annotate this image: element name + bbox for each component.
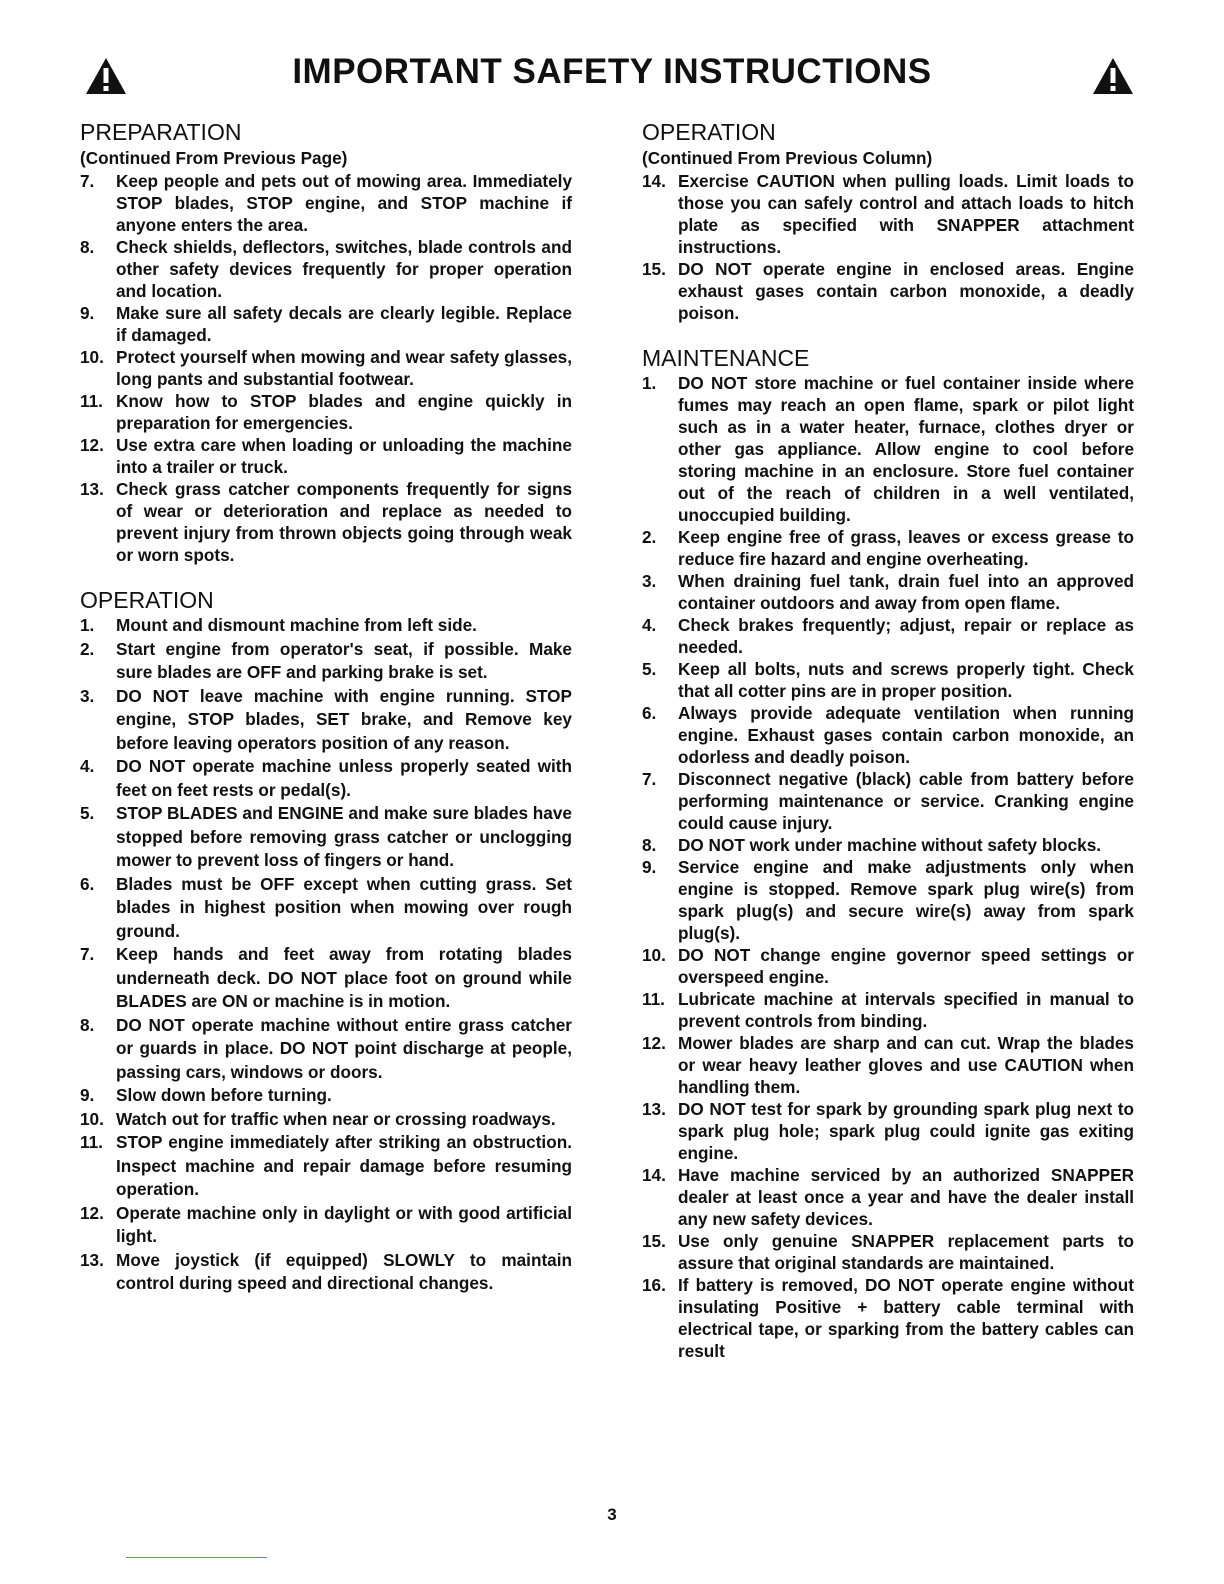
list-item (642, 526, 1134, 570)
list-item (642, 944, 1134, 988)
item-number: 10. (80, 347, 104, 367)
list-item (642, 570, 1134, 614)
item-text: Keep engine free of grass, leaves or excess grease to reduce fire hazard and engine overheating. (678, 527, 1134, 569)
item-text: Check shields, deflectors, switches, blade controls and other safety devices frequently for proper operation and location. (116, 237, 572, 301)
item-number: 11. (80, 391, 103, 411)
list-item (80, 802, 572, 873)
item-text: Protect yourself when mowing and wear safety glasses, long pants and substantial footwear. (116, 347, 572, 389)
list-item (80, 1084, 572, 1108)
list-item (642, 170, 1134, 258)
item-text: Keep all bolts, nuts and screws properly tight. Check that all cotter pins are in proper position. (678, 659, 1134, 701)
list-item (80, 236, 572, 302)
list-item (642, 988, 1134, 1032)
item-number: 14. (642, 171, 666, 191)
item-number: 10. (80, 1108, 104, 1129)
preparation-list (80, 170, 572, 566)
item-text: Slow down before turning. (116, 1085, 332, 1105)
list-item (80, 873, 572, 944)
item-number: 8. (80, 237, 95, 257)
list-item (642, 1032, 1134, 1098)
item-number: 6. (642, 703, 657, 723)
item-text: Mower blades are sharp and can cut. Wrap the blades or wear heavy leather gloves and use CAUTION when handling them. (678, 1033, 1134, 1097)
list-item (80, 346, 572, 390)
item-number: 9. (80, 1085, 95, 1105)
item-number: 4. (80, 756, 95, 776)
item-number: 12. (642, 1033, 666, 1053)
item-number: 11. (80, 1132, 103, 1152)
item-text: Mount and dismount machine from left side. (116, 615, 477, 635)
list-item (642, 834, 1134, 856)
item-text: Disconnect negative (black) cable from battery before performing maintenance or service. Cranking engine could cause injury. (678, 769, 1134, 833)
left-column (80, 118, 572, 1296)
list-item (80, 478, 572, 566)
list-item (642, 1098, 1134, 1164)
continued-note: (Continued From Previous Column) (642, 148, 933, 168)
item-text: Blades must be OFF except when cutting grass. Set blades in highest position when mowing over rough ground. (116, 873, 572, 941)
list-item (642, 1230, 1134, 1274)
item-number: 13. (80, 1249, 104, 1270)
item-text: Make sure all safety decals are clearly legible. Replace if damaged. (116, 303, 572, 345)
item-number: 14. (642, 1165, 666, 1185)
list-item (80, 685, 572, 756)
item-text: DO NOT work under machine without safety blocks. (678, 835, 1102, 855)
item-number: 8. (642, 835, 657, 855)
right-column (642, 118, 1134, 1362)
list-item (642, 1164, 1134, 1230)
item-text: DO NOT operate machine without entire grass catcher or guards in place. DO NOT point discharge at people, passing cars, windows or doors. (116, 1014, 572, 1082)
list-item (80, 614, 572, 638)
footer-rule (126, 1557, 267, 1558)
item-number: 15. (642, 1231, 666, 1251)
list-item (80, 434, 572, 478)
item-text: DO NOT store machine or fuel container inside where fumes may reach an open flame, spark or pilot light such as in a water heater, furnace, clothes dryer or other gas appliance. Allow engine to cool before storing machine in an enclosure. Store fuel container out of the reach of children in a well ventilated, unoccupied building. (678, 373, 1134, 525)
list-item (80, 1131, 572, 1202)
list-item (80, 170, 572, 236)
item-text: Watch out for traffic when near or crossing roadways. (116, 1108, 556, 1129)
item-number: 9. (642, 857, 657, 877)
list-item (642, 702, 1134, 768)
item-number: 1. (642, 373, 657, 393)
item-text: DO NOT operate engine in enclosed areas. Engine exhaust gases contain carbon monoxide, a deadly poison. (678, 259, 1134, 323)
item-text: Keep people and pets out of mowing area. Immediately STOP blades, STOP engine, and STOP machine if anyone enters the area. (116, 171, 572, 235)
item-number: 10. (642, 945, 666, 965)
item-text: Exercise CAUTION when pulling loads. Limit loads to those you can safely control and attach loads to hitch plate as specified with SNAPPER attachment instructions. (678, 171, 1134, 257)
item-text: Use only genuine SNAPPER replacement parts to assure that original standards are maintained. (678, 1231, 1134, 1273)
item-number: 3. (642, 571, 657, 591)
operation-continued-heading: OPERATION (642, 119, 776, 145)
item-text: STOP engine immediately after striking an obstruction. Inspect machine and repair damage before resuming operation. (116, 1132, 572, 1199)
item-number: 1. (80, 615, 95, 635)
list-item (642, 614, 1134, 658)
item-text: Service engine and make adjustments only when engine is stopped. Remove spark plug wire(s) from spark plug(s) and secure wire(s) away from spark plug(s). (678, 857, 1134, 943)
operation-continued-list (642, 170, 1134, 324)
maintenance-list (642, 372, 1134, 1362)
item-text: DO NOT change engine governor speed settings or overspeed engine. (678, 945, 1134, 987)
item-number: 2. (80, 638, 95, 659)
continued-note: (Continued From Previous Page) (80, 148, 348, 168)
item-text: Move joystick (if equipped) SLOWLY to maintain control during speed and directional changes. (116, 1249, 572, 1293)
list-item (80, 638, 572, 685)
item-text: DO NOT operate machine unless properly seated with feet on feet rests or pedal(s). (116, 756, 572, 800)
item-text: Operate machine only in daylight or with good artificial light. (116, 1202, 572, 1246)
list-item (80, 302, 572, 346)
item-text: Check grass catcher components frequently for signs of wear or deterioration and replace as needed to prevent injury from thrown objects going through weak or worn spots. (116, 479, 572, 565)
item-number: 15. (642, 259, 666, 279)
list-item (80, 390, 572, 434)
operation-heading: OPERATION (80, 587, 214, 613)
list-item (642, 1274, 1134, 1362)
operation-list (80, 614, 572, 1296)
item-text: If battery is removed, DO NOT operate engine without insulating Positive + battery cable terminal with electrical tape, or sparking from the battery cables can result (678, 1275, 1134, 1361)
list-item (642, 372, 1134, 526)
list-item (642, 856, 1134, 944)
list-item (80, 1202, 572, 1249)
item-number: 5. (80, 803, 95, 823)
page-number: 3 (607, 1505, 617, 1524)
item-text: DO NOT leave machine with engine running. STOP engine, STOP blades, SET brake, and Remove key before leaving operators position of any reason. (116, 685, 572, 753)
item-text: DO NOT test for spark by grounding spark plug next to spark plug hole; spark plug could ignite gas exiting engine. (678, 1099, 1134, 1163)
item-text: Check brakes frequently; adjust, repair or replace as needed. (678, 615, 1134, 657)
item-number: 12. (80, 435, 104, 455)
item-number: 8. (80, 1014, 95, 1035)
list-item (80, 943, 572, 1014)
preparation-heading: PREPARATION (80, 119, 242, 145)
list-item (80, 1249, 572, 1296)
page-title: IMPORTANT SAFETY INSTRUCTIONS (292, 52, 932, 91)
page-header (0, 52, 1224, 104)
list-item (642, 768, 1134, 834)
item-number: 6. (80, 873, 95, 894)
item-text: Use extra care when loading or unloading the machine into a trailer or truck. (116, 435, 572, 477)
item-text: Know how to STOP blades and engine quickly in preparation for emergencies. (116, 391, 572, 433)
list-item (80, 1108, 572, 1132)
list-item (80, 1014, 572, 1085)
list-item (642, 658, 1134, 702)
item-number: 11. (642, 989, 665, 1009)
item-number: 9. (80, 303, 95, 323)
item-text: Always provide adequate ventilation when running engine. Exhaust gases contain carbon monoxide, an odorless and deadly poison. (678, 703, 1134, 767)
list-item (642, 258, 1134, 324)
item-number: 12. (80, 1202, 104, 1223)
item-text: STOP BLADES and ENGINE and make sure blades have stopped before removing grass catcher or unclogging mower to prevent loss of fingers or hand. (116, 803, 572, 870)
item-number: 7. (80, 171, 95, 191)
list-item (80, 755, 572, 802)
item-text: When draining fuel tank, drain fuel into an approved container outdoors and away from open flame. (678, 571, 1134, 613)
item-text: Start engine from operator's seat, if possible. Make sure blades are OFF and parking brake is set. (116, 638, 572, 682)
item-number: 7. (80, 944, 95, 964)
item-number: 13. (642, 1099, 666, 1119)
item-number: 16. (642, 1275, 666, 1295)
item-text: Have machine serviced by an authorized SNAPPER dealer at least once a year and have the dealer install any new safety devices. (678, 1165, 1134, 1229)
item-number: 13. (80, 479, 104, 499)
maintenance-heading: MAINTENANCE (642, 345, 810, 371)
item-number: 4. (642, 615, 657, 635)
item-number: 7. (642, 769, 657, 789)
item-text: Lubricate machine at intervals specified in manual to prevent controls from binding. (678, 989, 1134, 1031)
item-number: 2. (642, 527, 657, 547)
warning-triangle-icon (1091, 56, 1135, 96)
item-text: Keep hands and feet away from rotating blades underneath deck. DO NOT place foot on ground while BLADES are ON or machine is in motion. (116, 944, 572, 1011)
item-number: 5. (642, 659, 657, 679)
item-number: 3. (80, 685, 95, 706)
